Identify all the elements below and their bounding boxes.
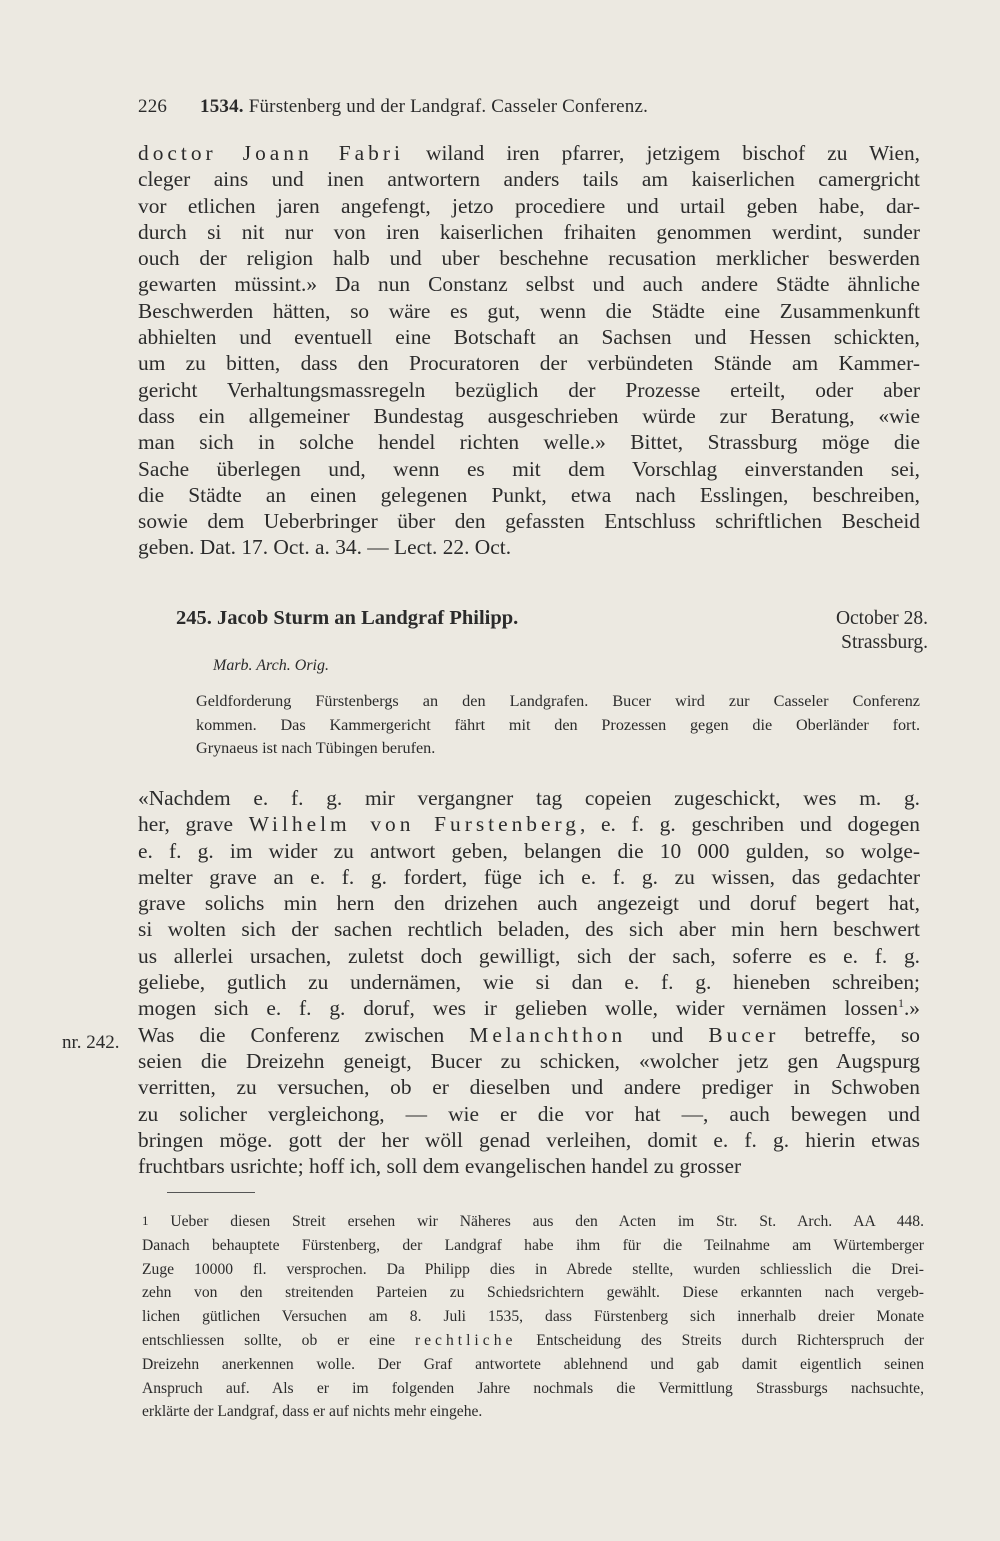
text-run: Entscheidung des Streits durch Richterspruch der bbox=[516, 1331, 924, 1349]
page-number: 226 bbox=[138, 96, 168, 117]
document-date: October 28. bbox=[835, 608, 928, 629]
text-run: entschliessen sollte, ob er eine bbox=[142, 1331, 415, 1349]
footnote-line bbox=[142, 1305, 924, 1329]
footnote-line bbox=[142, 1377, 924, 1401]
text-run: wiland iren pfarrer, jetzigem bischof zu Wien, bbox=[403, 141, 920, 165]
footnote-line bbox=[142, 1329, 924, 1353]
para1-line bbox=[138, 166, 920, 192]
footnote-line bbox=[142, 1234, 924, 1258]
text-run: , e. f. g. geschriben und dogegen bbox=[579, 812, 920, 837]
para1-line bbox=[138, 193, 920, 219]
para2-line bbox=[138, 838, 920, 864]
text-run: vor etlichen jaren angefengt, jetzo procediere und urtail geben habe, dar- bbox=[138, 193, 920, 218]
para2-line bbox=[138, 969, 920, 995]
para1-line bbox=[138, 245, 920, 271]
archive-source: Marb. Arch. Orig. bbox=[213, 657, 329, 674]
para2-line bbox=[138, 811, 920, 837]
para1-line bbox=[138, 377, 920, 403]
text-run: Dreizehn anerkennen wolle. Der Graf antwortete ablehnend und gab damit eigentlich seinen bbox=[142, 1355, 924, 1373]
para2-line bbox=[138, 995, 920, 1021]
para2-line bbox=[138, 1101, 920, 1127]
text-run: verritten, zu versuchen, ob er dieselben und andere prediger in Schwoben bbox=[138, 1075, 920, 1100]
text-run: durch si nit nur von iren kaiserlichen frihaiten genommen werdint, sunder bbox=[138, 219, 920, 244]
continued-paragraph bbox=[138, 140, 920, 561]
para2-line bbox=[138, 1127, 920, 1153]
para2-line bbox=[138, 1048, 920, 1074]
text-run: zu solicher vergleichong, — wie er die vor hat —, auch bewegen und bbox=[138, 1101, 920, 1126]
text-run: man sich in solche hendel richten welle.» Bittet, Strassburg möge die bbox=[138, 430, 920, 455]
summary-line: Geldforderung Fürstenbergs an den Landgrafen. Bucer wird zur Casseler Conferenz bbox=[196, 692, 920, 710]
running-title: Fürstenberg und der Landgraf. Casseler Conferenz. bbox=[248, 96, 649, 117]
text-run: e. f. g. im wider zu antwort geben, belangen die 10 000 gulden, so wolge- bbox=[138, 838, 920, 863]
text-run: die Städte an einen gelegenen Punkt, etwa nach Esslingen, beschreiben, bbox=[138, 482, 920, 507]
text-run: si wolten sich der sachen rechtlich beladen, des sich aber min hern beschwert bbox=[138, 917, 920, 942]
footnote-line bbox=[142, 1400, 924, 1424]
text-run: geben. Dat. 17. Oct. a. 34. — Lect. 22. Oct. bbox=[138, 535, 512, 560]
spaced-name: Wilhelm von Furstenberg bbox=[248, 812, 580, 837]
text-run: lichen gütlichen Versuchen am 8. Juli 1535, dass Fürstenberg sich innerhalb dreier Monate bbox=[142, 1308, 924, 1326]
para1-line bbox=[138, 271, 920, 297]
text-run: geliebe, gutlich zu undernämen, wie si dan e. f. g. hieneben schreiben; bbox=[138, 970, 920, 995]
text-run: melter grave an e. f. g. fordert, füge ich e. f. g. zu wissen, das gedachter bbox=[138, 864, 920, 889]
para1-line bbox=[138, 140, 920, 166]
text-run: fruchtbars usrichte; hoff ich, soll dem evangelischen handel zu grosser bbox=[138, 1154, 742, 1179]
text-run: dass ein allgemeiner Bundestag ausgeschrieben würde zur Beratung, «wie bbox=[138, 403, 920, 428]
para2-line bbox=[138, 864, 920, 890]
para1-line bbox=[138, 350, 920, 376]
para1-line bbox=[138, 403, 920, 429]
para1-line bbox=[138, 324, 920, 350]
para2-line bbox=[138, 785, 920, 811]
footnote bbox=[142, 1210, 924, 1424]
para1-line bbox=[138, 482, 920, 508]
para2-line bbox=[138, 916, 920, 942]
spaced-name: doctor Joann Fabri bbox=[138, 141, 404, 165]
document-place: Strassburg. bbox=[841, 632, 928, 653]
text-run: her, grave bbox=[138, 812, 249, 837]
spaced-name: Melanchthon bbox=[469, 1022, 627, 1047]
text-run: us allerlei ursachen, zuletst doch gewilligt, sich der sach, soferre es e. f. g. bbox=[138, 943, 920, 968]
text-run: Zuge 10000 fl. versprochen. Da Philipp dies in Abrede stellte, wurden schliesslich die Drei- bbox=[142, 1260, 924, 1278]
text-run: bringen möge. gott der her wöll genad verleihen, domit e. f. g. hierin etwas bbox=[138, 1127, 920, 1152]
para2-line bbox=[138, 890, 920, 916]
text-run: .» bbox=[903, 996, 920, 1021]
document-date-place bbox=[836, 607, 928, 655]
para2-line bbox=[138, 943, 920, 969]
para1-line bbox=[138, 456, 920, 482]
footnote-line bbox=[142, 1353, 924, 1377]
text-run: betreffe, so bbox=[779, 1022, 921, 1047]
footnote-line bbox=[142, 1210, 924, 1234]
text-run: «Nachdem e. f. g. mir vergangner tag copeien zugeschickt, wes m. g. bbox=[138, 786, 920, 810]
summary-line: kommen. Das Kammergericht fährt mit den Prozessen gegen die Oberländer fort. bbox=[196, 715, 920, 734]
para1-line bbox=[138, 534, 920, 560]
text-run: gericht Verhaltungsmassregeln bezüglich der Prozesse erteilt, oder aber bbox=[138, 377, 920, 402]
text-run: um zu bitten, dass den Procuratoren der verbündeten Stände am Kammer- bbox=[138, 351, 920, 376]
para2-line bbox=[138, 1022, 920, 1048]
text-run: Sache überlegen und, wenn es mit dem Vorschlag einverstanden sei, bbox=[138, 456, 920, 481]
document-summary bbox=[196, 690, 920, 761]
footnote-reference: 1 bbox=[897, 996, 904, 1011]
text-run: erklärte der Landgraf, dass er auf nichts mehr eingehe. bbox=[142, 1403, 483, 1421]
margin-cross-reference: nr. 242. bbox=[62, 1032, 120, 1053]
text-run: Was die Conferenz zwischen bbox=[138, 1022, 470, 1047]
text-run: grave solichs min hern den drizehen auch angezeigt und doruf begert hat, bbox=[138, 891, 920, 916]
para1-line bbox=[138, 508, 920, 534]
text-run: cleger ains und inen antwortern anders tails am kaiserlichen camergricht bbox=[138, 167, 920, 192]
footnote-line bbox=[142, 1281, 924, 1305]
text-run: gewarten müssint.» Da nun Constanz selbst und auch andere Städte ähnliche bbox=[138, 272, 920, 297]
text-run: und bbox=[626, 1022, 709, 1047]
letter-text bbox=[138, 785, 920, 1179]
text-run: abhielten und eventuell eine Botschaft an Sachsen und Hessen schickten, bbox=[138, 325, 920, 350]
spaced-name: Bucer bbox=[708, 1022, 780, 1047]
text-run: zehn von den streitenden Parteien zu Schiedsrichtern gewählt. Diese erkannten nach vergeb- bbox=[142, 1284, 924, 1302]
document-title: 245. Jacob Sturm an Landgraf Philipp. bbox=[176, 607, 519, 629]
text-run: mogen sich e. f. g. doruf, wes ir gelieben wolle, wider vernämen lossen bbox=[138, 996, 898, 1021]
text-run: sowie dem Ueberbringer über den gefassten Entschluss schriftlichen Bescheid bbox=[138, 509, 920, 534]
text-run: ouch der religion halb und uber beschehne recusation merklicher beswerden bbox=[138, 246, 920, 271]
spaced-name: rechtliche bbox=[414, 1331, 517, 1349]
footnote-marker: 1 bbox=[142, 1213, 149, 1228]
text-run: Danach behauptete Fürstenberg, der Landgraf habe ihm für die Teilnahme am Würtemberger bbox=[142, 1236, 924, 1254]
text-run: Beschwerden hätten, so wäre es gut, wenn die Städte eine Zusammenkunft bbox=[138, 298, 920, 323]
footnote-line bbox=[142, 1258, 924, 1282]
para1-line bbox=[138, 429, 920, 455]
running-header bbox=[138, 96, 928, 118]
header-year: 1534. bbox=[200, 96, 244, 117]
text-run: seien die Dreizehn geneigt, Bucer zu schicken, «wolcher jetz gen Augspurg bbox=[138, 1048, 920, 1073]
footnote-separator bbox=[167, 1192, 255, 1193]
text-run: Ueber diesen Streit ersehen wir Näheres aus den Acten im Str. St. Arch. AA 448. bbox=[148, 1213, 924, 1230]
para2-line bbox=[138, 1074, 920, 1100]
text-run: Anspruch auf. Als er im folgenden Jahre nochmals die Vermittlung Strassburgs nachsuchte, bbox=[142, 1379, 924, 1397]
para1-line bbox=[138, 219, 920, 245]
para1-line bbox=[138, 298, 920, 324]
para2-line bbox=[138, 1153, 920, 1179]
summary-line: Grynaeus ist nach Tübingen berufen. bbox=[196, 739, 436, 757]
